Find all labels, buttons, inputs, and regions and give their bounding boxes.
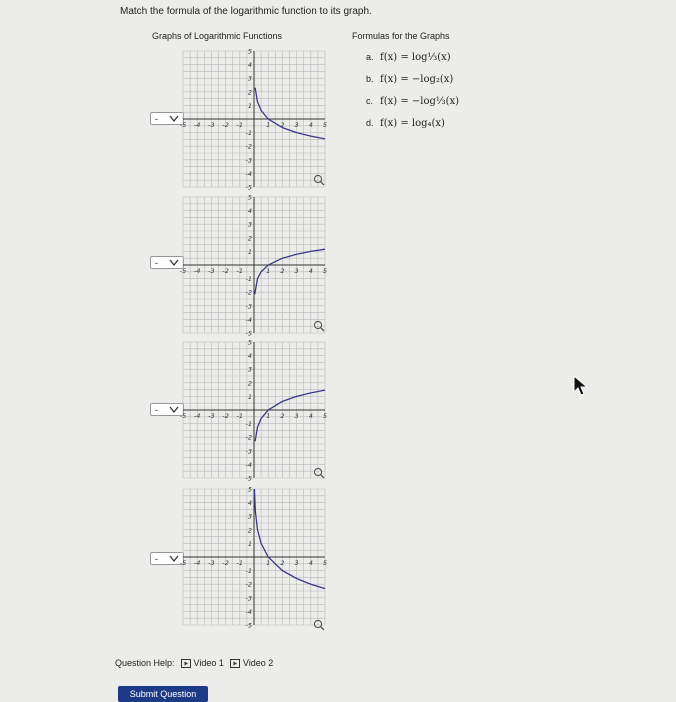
select-value: -	[155, 114, 158, 124]
y-tick-label: -1	[245, 420, 252, 429]
y-tick-label: 2	[247, 526, 252, 535]
video-1-label: Video 1	[193, 658, 224, 668]
y-tick-label: 5	[247, 47, 252, 56]
x-tick-label: 2	[280, 267, 285, 275]
chevron-down-icon	[169, 555, 179, 563]
y-tick-label: -4	[245, 460, 252, 469]
formula-item	[366, 96, 459, 118]
y-tick-label: -5	[245, 621, 252, 629]
y-tick-label: -4	[245, 315, 252, 324]
x-tick-label: -3	[208, 559, 215, 567]
chevron-down-icon	[169, 406, 179, 414]
x-tick-label: 3	[294, 121, 299, 129]
y-tick-label: 4	[247, 499, 252, 508]
x-tick-label: 5	[322, 412, 328, 420]
x-tick-label: -5	[179, 412, 187, 420]
magnifier-icon[interactable]	[313, 174, 325, 186]
question-prompt: Match the formula of the logarithmic function to its graph.	[120, 6, 372, 17]
select-value: -	[155, 258, 158, 268]
x-tick-label: -1	[236, 559, 244, 567]
x-tick-label: 2	[280, 559, 285, 567]
y-tick-label: -3	[245, 302, 252, 311]
x-tick-label: -2	[222, 559, 229, 567]
formula-letter: d.	[366, 118, 374, 128]
y-tick-label: -1	[245, 567, 252, 576]
y-tick-label: -4	[245, 607, 252, 616]
x-tick-label: 1	[266, 412, 271, 420]
x-tick-label: -3	[208, 267, 215, 275]
y-tick-label: 2	[247, 379, 252, 388]
y-tick-label: 4	[247, 61, 252, 70]
x-tick-label: 4	[308, 121, 313, 129]
formula-expression: f(x) = log⅓(x)	[380, 52, 451, 63]
formula-expression: f(x) = −log₂(x)	[380, 74, 454, 85]
x-tick-label: 2	[280, 412, 285, 420]
y-tick-label: 2	[247, 234, 252, 243]
x-tick-label: -4	[193, 267, 201, 275]
y-tick-label: 5	[247, 485, 252, 494]
y-tick-label: -1	[245, 275, 252, 284]
x-tick-label: -1	[236, 412, 244, 420]
x-tick-label: 1	[266, 121, 271, 129]
x-tick-label: 3	[294, 267, 299, 275]
x-tick-label: 4	[308, 559, 313, 567]
x-tick-label: 3	[294, 412, 299, 420]
x-tick-label: 5	[322, 121, 328, 129]
y-tick-label: 1	[247, 539, 252, 548]
x-tick-label: -4	[193, 121, 201, 129]
formula-item	[366, 52, 459, 74]
submit-question-button[interactable]: Submit Question	[118, 686, 208, 702]
formula-letter: a.	[366, 52, 374, 62]
video-play-icon	[230, 659, 240, 668]
formula-item	[366, 118, 459, 140]
x-tick-label: 4	[308, 267, 313, 275]
select-value: -	[155, 554, 158, 564]
log-curve	[255, 88, 328, 139]
question-help	[115, 658, 279, 668]
chevron-down-icon	[169, 259, 179, 267]
y-tick-label: -3	[245, 594, 252, 603]
formula-expression: f(x) = log₄(x)	[380, 118, 445, 129]
x-tick-label: -4	[193, 412, 201, 420]
y-tick-label: -5	[245, 329, 252, 337]
x-tick-label: 3	[294, 559, 299, 567]
y-tick-label: -5	[245, 474, 252, 482]
y-tick-label: -2	[245, 580, 252, 589]
x-tick-label: -2	[222, 412, 229, 420]
x-tick-label: -5	[179, 121, 187, 129]
magnifier-icon[interactable]	[313, 619, 325, 631]
select-value: -	[155, 405, 158, 415]
y-tick-label: -4	[245, 169, 252, 178]
y-tick-label: 1	[247, 101, 252, 110]
y-tick-label: -1	[245, 129, 252, 138]
formula-item	[366, 74, 459, 96]
graph-1	[179, 47, 329, 191]
x-tick-label: -2	[222, 267, 229, 275]
y-tick-label: 1	[247, 247, 252, 256]
x-tick-label: 5	[322, 559, 328, 567]
x-tick-label: -2	[222, 121, 229, 129]
y-tick-label: -2	[245, 142, 252, 151]
y-tick-label: 4	[247, 352, 252, 361]
video-1-link[interactable]	[181, 658, 224, 668]
video-2-link[interactable]	[230, 658, 273, 668]
y-tick-label: 3	[247, 512, 252, 521]
x-tick-label: -4	[193, 559, 201, 567]
x-tick-label: 1	[266, 267, 271, 275]
x-tick-label: 2	[280, 121, 285, 129]
y-tick-label: 3	[247, 365, 252, 374]
formula-letter: b.	[366, 74, 374, 84]
x-tick-label: -1	[236, 267, 244, 275]
x-tick-label: -5	[179, 559, 187, 567]
y-tick-label: -3	[245, 447, 252, 456]
y-tick-label: 3	[247, 220, 252, 229]
y-tick-label: -2	[245, 433, 252, 442]
y-tick-label: -2	[245, 288, 252, 297]
y-tick-label: 5	[247, 193, 252, 202]
y-tick-label: -3	[245, 156, 252, 165]
formula-list	[366, 52, 459, 140]
video-2-label: Video 2	[242, 658, 274, 668]
graph-3	[179, 338, 329, 482]
x-tick-label: -1	[236, 121, 244, 129]
question-help-label: Question Help:	[115, 658, 175, 668]
x-tick-label: -3	[208, 121, 215, 129]
formula-letter: c.	[366, 96, 374, 106]
y-tick-label: 2	[247, 88, 252, 97]
x-tick-label: -5	[179, 267, 187, 275]
x-tick-label: -3	[208, 412, 215, 420]
y-tick-label: 1	[247, 392, 252, 401]
y-tick-label: 5	[247, 338, 252, 347]
chevron-down-icon	[169, 115, 179, 123]
y-tick-label: 4	[247, 207, 252, 216]
graph-4	[179, 485, 329, 629]
x-tick-label: 5	[322, 267, 328, 275]
x-tick-label: 1	[266, 559, 271, 567]
graph-2	[179, 193, 329, 337]
mouse-pointer-icon	[573, 375, 593, 399]
y-tick-label: 3	[247, 74, 252, 83]
formula-expression: f(x) = −log⅓(x)	[380, 96, 460, 107]
video-play-icon	[181, 659, 191, 668]
graphs-heading: Graphs of Logarithmic Functions	[152, 31, 283, 41]
formulas-heading: Formulas for the Graphs	[352, 31, 450, 41]
magnifier-icon[interactable]	[313, 467, 325, 479]
x-tick-label: 4	[308, 412, 313, 420]
y-tick-label: -5	[245, 183, 252, 191]
magnifier-icon[interactable]	[313, 320, 325, 332]
